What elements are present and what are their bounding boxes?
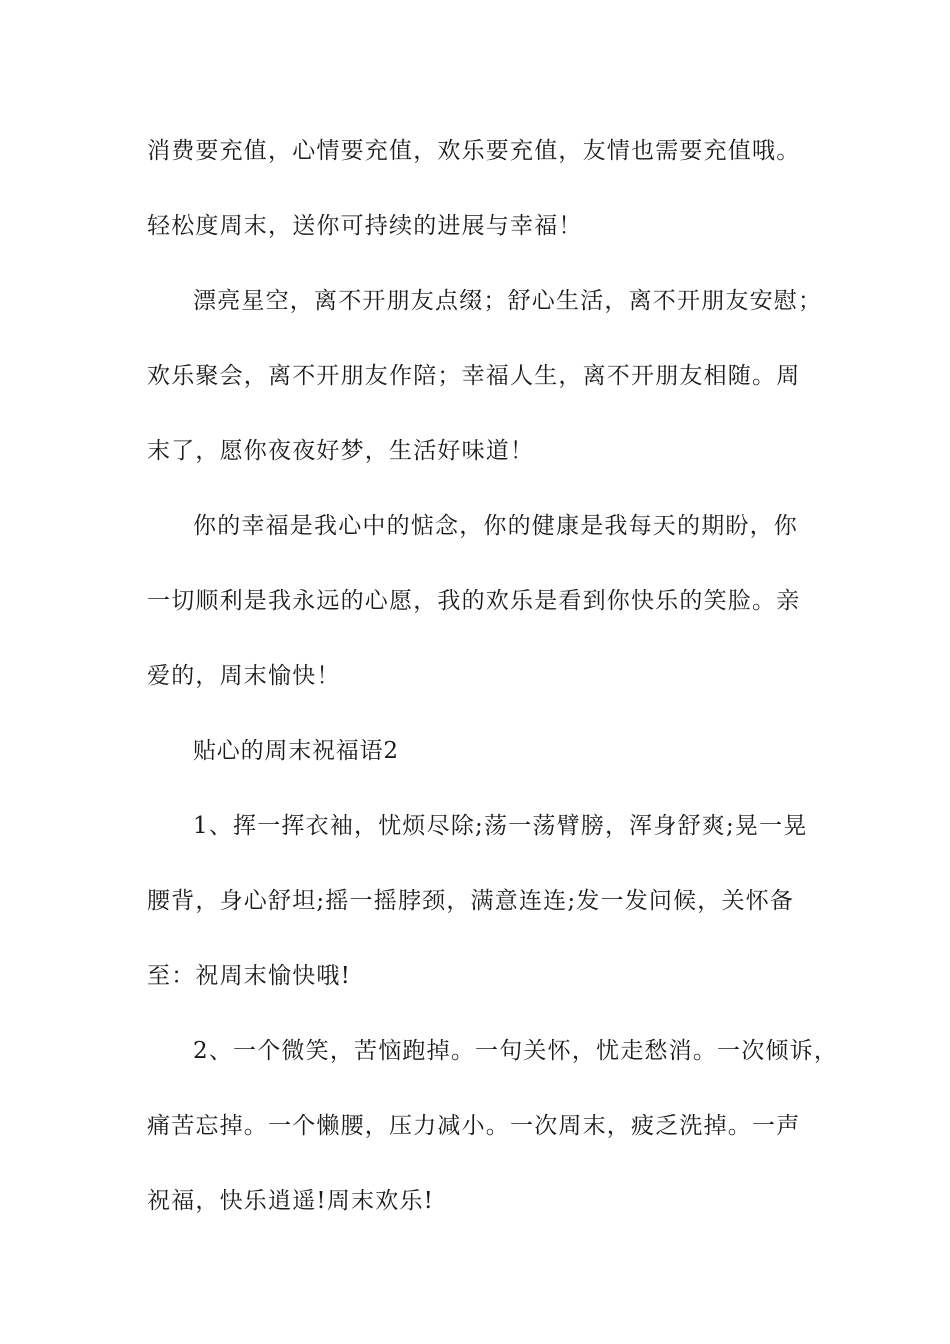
paragraph-line-8: 爱的，周末愉快！: [147, 663, 341, 689]
paragraph-line-7: 一切顺利是我永远的心愿，我的欢乐是看到你快乐的笑脸。亲: [147, 588, 801, 614]
list-item-2-line-1: 2、一个微笑，苦恼跑掉。一句关怀，忧走愁消。一次倾诉，: [193, 1038, 839, 1064]
section-heading: 贴心的周末祝福语2: [193, 738, 399, 764]
paragraph-line-2: 轻松度周末，送你可持续的进展与幸福！: [147, 213, 583, 239]
list-item-1-line-3: 至：祝周末愉快哦!: [147, 963, 352, 989]
list-item-1-line-2: 腰背，身心舒坦;摇一摇脖颈，满意连连;发一发问候，关怀备: [147, 888, 795, 914]
list-item-2-line-2: 痛苦忘掉。一个懒腰，压力减小。一次周末，疲乏洗掉。一声: [147, 1113, 801, 1139]
paragraph-line-4: 欢乐聚会，离不开朋友作陪；幸福人生，离不开朋友相随。周: [147, 363, 801, 389]
paragraph-line-5: 末了，愿你夜夜好梦，生活好味道！: [147, 438, 535, 464]
list-item-2-line-3: 祝福，快乐逍遥!周末欢乐!: [147, 1188, 435, 1214]
paragraph-line-6: 你的幸福是我心中的惦念，你的健康是我每天的期盼，你: [193, 513, 798, 539]
paragraph-line-3: 漂亮星空，离不开朋友点缀；舒心生活，离不开朋友安慰；: [193, 288, 823, 314]
paragraph-line-1: 消费要充值，心情要充值，欢乐要充值，友情也需要充值哦。: [147, 138, 801, 164]
list-item-1-line-1: 1、挥一挥衣袖，忧烦尽除;荡一荡臂膀，浑身舒爽;晃一晃: [193, 813, 808, 839]
